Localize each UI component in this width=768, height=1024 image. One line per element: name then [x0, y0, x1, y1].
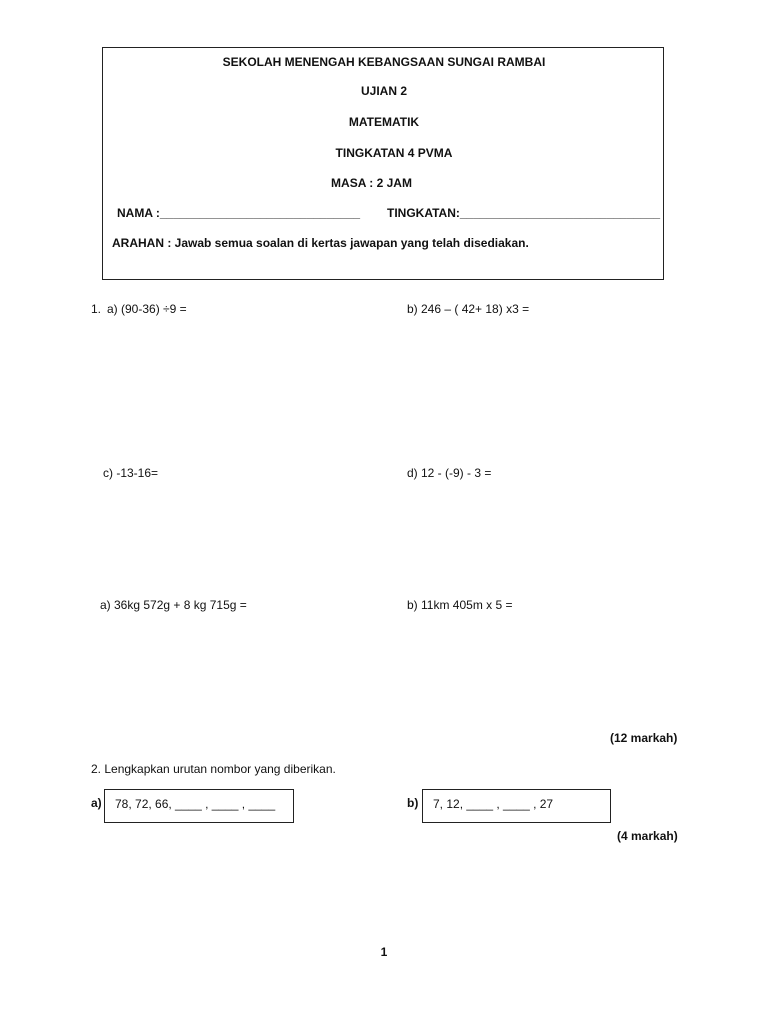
exam-header-box — [102, 47, 664, 280]
question-2a-label: a) — [91, 796, 102, 810]
question-1d: d) 12 - (-9) - 3 = — [407, 466, 492, 480]
class-field: TINGKATAN:______________________________ — [387, 206, 661, 220]
school-name: SEKOLAH MENENGAH KEBANGSAAN SUNGAI RAMBAI — [222, 55, 546, 69]
subject-title: MATEMATIK — [348, 115, 420, 129]
page-number: 1 — [380, 945, 388, 959]
name-field: NAMA :______________________________ — [117, 206, 361, 220]
question-1f: b) 11km 405m x 5 = — [407, 598, 513, 612]
question-1a: a) (90-36) ÷9 = — [107, 302, 187, 316]
question-2a-sequence-box — [104, 789, 294, 823]
question-2-marks: (4 markah) — [617, 829, 678, 843]
question-2-prompt: 2. Lengkapkan urutan nombor yang diberikan. — [91, 762, 336, 776]
form-title: TINGKATAN 4 PVMA — [335, 146, 453, 160]
test-title: UJIAN 2 — [360, 84, 407, 98]
question-2b-sequence-box — [422, 789, 611, 823]
instruction-text: ARAHAN : Jawab semua soalan di kertas jawapan yang telah disediakan. — [112, 236, 529, 250]
question-1-number: 1. — [91, 302, 102, 316]
question-2b-sequence: 7, 12, ____ , ____ , 27 — [433, 797, 554, 811]
question-1c: c) -13-16= — [103, 466, 159, 480]
question-1-marks: (12 markah) — [610, 731, 678, 745]
question-2a-sequence: 78, 72, 66, ____ , ____ , ____ — [115, 797, 276, 811]
question-1e: a) 36kg 572g + 8 kg 715g = — [100, 598, 247, 612]
duration-title: MASA : 2 JAM — [331, 176, 412, 190]
question-1b: b) 246 – ( 42+ 18) x3 = — [407, 302, 530, 316]
question-2b-label: b) — [407, 796, 419, 810]
